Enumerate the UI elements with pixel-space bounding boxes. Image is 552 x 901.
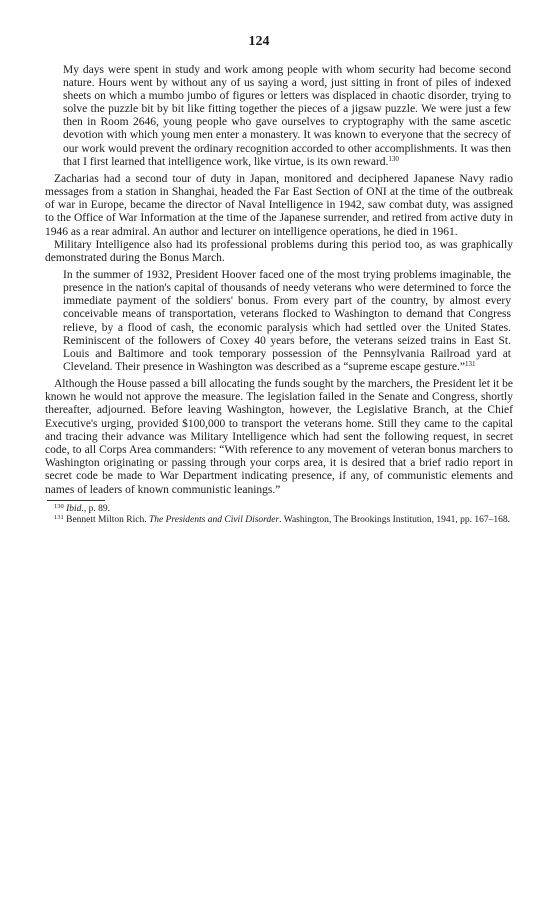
paragraph-military-intelligence: Military Intelligence also had its professional problems during this period too, as was graphically demonstrated during the Bonus March. bbox=[45, 238, 513, 264]
footnote-number: 130 bbox=[54, 502, 64, 510]
footnote-author: Bennett Milton Rich. bbox=[66, 515, 149, 526]
quote-text: In the summer of 1932, President Hoover faced one of the most trying problems imaginable, the presence in the nation's capital of thousands of needy veterans who were determined to force the immediate payment of the soldiers' bonus. From every part of the country, by almost every conceivable means of transportation, veterans flocked to Washington to demand that Congress relieve, by a flood of cash, the economic paralysis which had settled over the United States. Reminiscent of the followers of Coxey 40 years before, the veterans seized trains in East St. Louis and Baltimore and took temporary possession of the Pennsylvania Railroad yard at Cleveland. Their presence in Washington was described as a “supreme escape gesture.” bbox=[63, 269, 511, 373]
footnote-text: . Washington, The Brookings Institution, 1941, pp. 167–168. bbox=[279, 515, 511, 526]
footnote-131 bbox=[45, 515, 513, 527]
footnote-ref-131: 131 bbox=[464, 359, 476, 368]
footnote-text: , p. 89. bbox=[83, 503, 110, 514]
footnote-italic: The Presidents and Civil Disorder bbox=[148, 515, 280, 526]
footnote-number: 131 bbox=[54, 514, 64, 522]
footnote-italic: Ibid. bbox=[66, 503, 84, 514]
document-page bbox=[45, 34, 513, 527]
paragraph-zacharias-career: Zacharias had a second tour of duty in Japan, monitored and deciphered Japanese Navy radio messages from a station in Shanghai, headed the Far East Section of ONI at the time of the outbreak of war in Europe, became the director of Naval Intelligence in 1942, saw combat duty, was assigned to the Office of War Information at the time of the Japanese surrender, and retired from active duty in 1946 as a rear admiral. An author and lecturer on intelligence operations, he died in 1961. bbox=[45, 172, 513, 238]
page-number: 124 bbox=[248, 34, 270, 49]
block-quote-zacharias bbox=[45, 64, 513, 169]
footnote-130 bbox=[45, 504, 513, 516]
block-quote-bonus-march bbox=[45, 269, 513, 374]
quote-text: My days were spent in study and work among people with whom security had become second nature. Hours went by without any of us saying a word, just sitting in front of piles of indexed sheets on which a mumbo jumbo of figures or letters was displaced in chaotic disorder, trying to solve the puzzle bit by bit like fitting together the pieces of a jigsaw puzzle. We were just a few then in Room 2646, young people who gave ourselves to cryptography with the same ascetic devotion with which young men enter a monastery. It was known to everyone that the secrecy of our work would prevent the ordinary recognition accorded to other accomplishments. It was then that I first learned that intelligence work, like virtue, is its own reward. bbox=[63, 64, 511, 168]
footnote-divider bbox=[47, 500, 105, 501]
paragraph-house-bill: Although the House passed a bill allocating the funds sought by the marchers, the President let it be known he would not approve the measure. The legislation failed in the Senate and Congress, shortly thereafter, adjourned. Before leaving Washington, however, the Legislative Branch, at the Chief Executive's urging, provided $100,000 to transport the veterans home. Still they came to the capital and tracing their advance was Military Intelligence which had sent the following request, in secret code, to all Corps Area commanders: “With reference to any movement of veteran bonus marchers to Washington originating or passing through your corps area, it is desired that a brief radio report in secret code be made to War Department indicating presence, if any, of communistic elements and names of leaders of known communistic leanings.” bbox=[45, 377, 513, 496]
footnote-ref-130: 130 bbox=[388, 154, 399, 163]
